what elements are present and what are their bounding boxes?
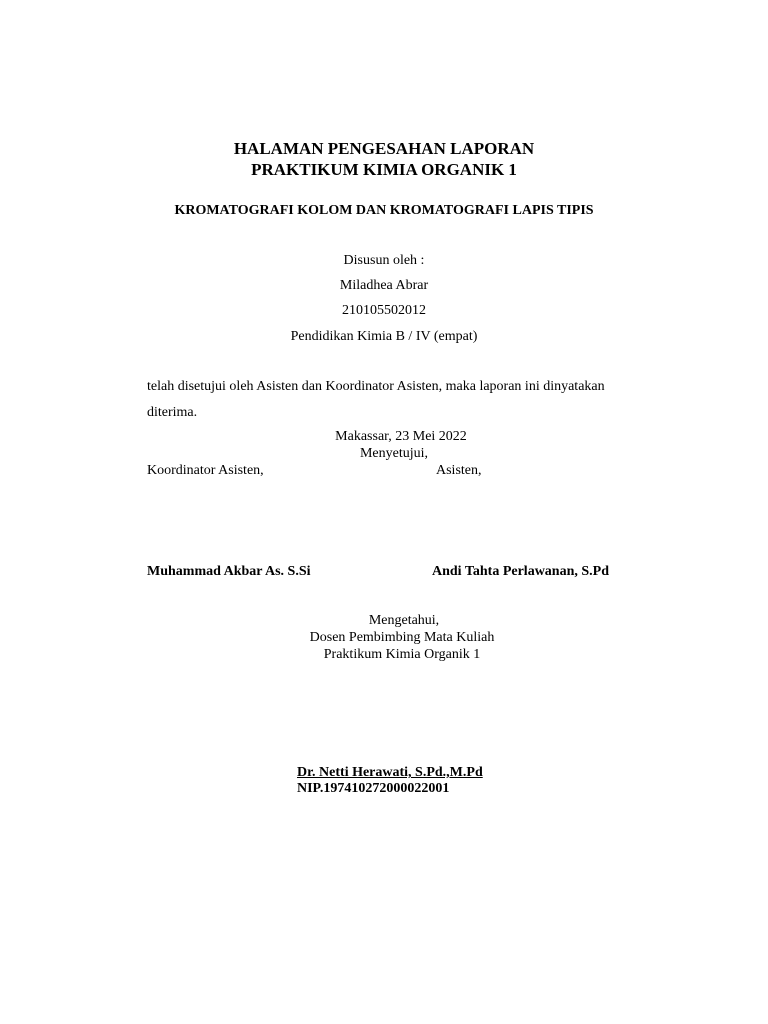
approval-text-line2: diterima. xyxy=(147,405,198,420)
approval-text-line1: telah disetujui oleh Asisten dan Koordinator Asisten, maka laporan ini dinyatakan xyxy=(147,379,605,394)
report-subtitle: KROMATOGRAFI KOLOM DAN KROMATOGRAFI LAPIS TIPIS xyxy=(174,203,594,218)
author-class: Pendidikan Kimia B / IV (empat) xyxy=(290,329,478,344)
coordinator-name: Muhammad Akbar As. S.Si xyxy=(147,564,311,579)
assistant-role: Asisten, xyxy=(436,463,482,478)
page-title-line2: PRAKTIKUM KIMIA ORGANIK 1 xyxy=(251,160,517,179)
page-title-line1: HALAMAN PENGESAHAN LAPORAN xyxy=(233,139,535,158)
author-name: Miladhea Abrar xyxy=(339,278,429,293)
author-nim: 210105502012 xyxy=(342,303,426,318)
coordinator-role: Koordinator Asisten, xyxy=(147,463,264,478)
approved-label: Menyetujui, xyxy=(359,446,429,461)
lecturer-role-line2: Praktikum Kimia Organik 1 xyxy=(323,647,481,662)
place-date: Makassar, 23 Mei 2022 xyxy=(335,429,467,444)
lecturer-role-line1: Dosen Pembimbing Mata Kuliah xyxy=(309,630,495,645)
author-label: Disusun oleh : xyxy=(343,253,425,268)
assistant-name: Andi Tahta Perlawanan, S.Pd xyxy=(432,564,609,579)
acknowledge-label: Mengetahui, xyxy=(368,613,440,628)
lecturer-nip: NIP.197410272000022001 xyxy=(297,781,450,796)
lecturer-name: Dr. Netti Herawati, S.Pd.,M.Pd xyxy=(297,765,483,780)
